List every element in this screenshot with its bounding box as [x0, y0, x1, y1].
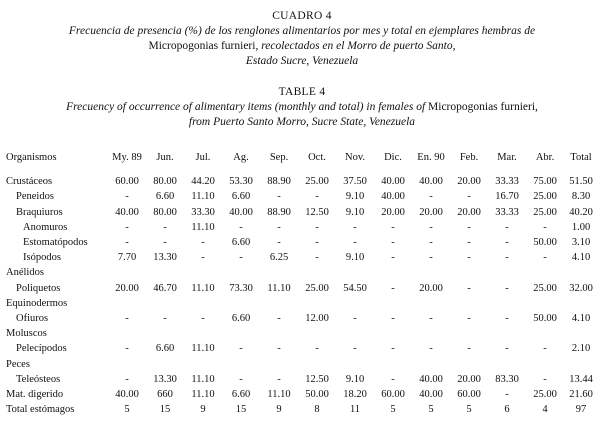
table-cell: 75.00 [533, 176, 557, 188]
table-cell: - [239, 343, 243, 355]
table-cell: - [391, 343, 395, 355]
table-cell [374, 326, 412, 341]
table-cell [108, 326, 146, 341]
table-cell: 5 [390, 404, 396, 416]
table-cell: 20.00 [457, 373, 481, 385]
table-cell: 18.20 [343, 389, 367, 401]
column-header: Nov. [344, 152, 366, 163]
caption-line2-es [0, 39, 604, 54]
table-cell [564, 326, 598, 341]
table-cell [374, 357, 412, 372]
table-cell [146, 265, 184, 280]
table-cell: - [277, 343, 281, 355]
table-cell: 33.30 [191, 206, 215, 218]
table-cell [336, 326, 374, 341]
table-cell: - [505, 237, 509, 249]
column-header: Mar. [497, 152, 517, 163]
table-cell: 11.10 [267, 282, 291, 294]
table-cell: 20.00 [419, 206, 443, 218]
table-cell: - [125, 313, 129, 325]
table-cell: 40.00 [419, 373, 443, 385]
table-cell [260, 326, 298, 341]
caption-line2-en: from Puerto Santo Morro, Sucre State, Venezuela [188, 116, 416, 128]
table-cell: 5 [124, 404, 130, 416]
column-header: Dic. [384, 152, 402, 163]
table-cell [222, 326, 260, 341]
table-cell: 50.00 [305, 389, 329, 401]
table-cell: 20.00 [419, 282, 443, 294]
table-cell: - [353, 313, 357, 325]
column-header: Jul. [195, 152, 211, 163]
table-cell: 20.00 [115, 282, 139, 294]
table-cell: 25.00 [533, 191, 557, 203]
table-cell [526, 296, 564, 311]
table-cell: - [467, 221, 471, 233]
table-cell: 12.50 [305, 206, 329, 218]
table-cell [336, 296, 374, 311]
table-cell: 40.00 [381, 176, 405, 188]
caption-spanish [0, 9, 604, 69]
table-cell: 9.10 [345, 191, 365, 203]
table-cell: 4 [542, 404, 548, 416]
table-cell [564, 265, 598, 280]
caption-english [0, 85, 604, 130]
table-cell: 20.00 [457, 176, 481, 188]
table-cell: - [391, 252, 395, 264]
table-cell [412, 326, 450, 341]
table-cell: 46.70 [153, 282, 177, 294]
table-cell [336, 265, 374, 280]
table-cell [222, 357, 260, 372]
table-cell [260, 357, 298, 372]
table-cell [336, 357, 374, 372]
table-cell: 40.00 [115, 389, 139, 401]
table-cell: 88.90 [267, 206, 291, 218]
table-row [6, 265, 598, 280]
table-cell: - [201, 252, 205, 264]
table-cell [298, 265, 336, 280]
caption-line1-pre-en: Frecuency of occurrence of alimentary items (monthly and total) in females of [66, 101, 429, 113]
table-cell: 6.25 [269, 252, 289, 264]
table-cell: 83.30 [495, 373, 519, 385]
column-header: Sep. [269, 152, 289, 163]
table-cell: 50.00 [533, 313, 557, 325]
table-cell [184, 357, 222, 372]
table-cell: 660 [157, 389, 173, 401]
table-cell: 4.10 [571, 313, 591, 325]
column-header: Total [570, 152, 592, 163]
table-cell [260, 265, 298, 280]
row-label: Ofiuros [16, 313, 49, 325]
table-cell: 6.60 [231, 237, 251, 249]
table-cell: - [353, 343, 357, 355]
row-label: Crustáceos [6, 176, 53, 188]
table-cell: 8 [314, 404, 320, 416]
caption-line1-es: Frecuencia de presencia (%) de los renglones alimentarios por mes y total en ejemplares hembras de [68, 25, 536, 37]
table-cell: 25.00 [305, 176, 329, 188]
table-cell: 40.20 [569, 206, 593, 218]
table-cell: - [125, 237, 129, 249]
table-row [6, 296, 598, 311]
caption-line1-en [0, 100, 604, 115]
row-label: Poliquetos [16, 282, 61, 294]
table-cell: 9 [200, 404, 206, 416]
table-cell: - [315, 343, 319, 355]
table-cell: 11.10 [191, 282, 215, 294]
table-cell: 5 [466, 404, 472, 416]
table-row [6, 281, 598, 296]
table-cell: - [239, 252, 243, 264]
table-cell [108, 265, 146, 280]
table-cell [488, 357, 526, 372]
table-cell [450, 265, 488, 280]
table-cell [298, 326, 336, 341]
table-cell: 9.10 [345, 373, 365, 385]
column-header: Abr. [535, 152, 555, 163]
table-cell: - [505, 389, 509, 401]
table-cell [222, 296, 260, 311]
spacer-row [6, 165, 598, 174]
table-cell: - [315, 252, 319, 264]
table-cell: - [467, 252, 471, 264]
table-cell: - [125, 191, 129, 203]
table-cell: 15 [235, 404, 247, 416]
table-cell: 6.60 [231, 191, 251, 203]
table-row [6, 311, 598, 326]
row-label: Moluscos [6, 328, 47, 340]
table-cell: 4.10 [571, 252, 591, 264]
table-cell [298, 296, 336, 311]
table-cell: 33.33 [495, 176, 519, 188]
table-cell [412, 265, 450, 280]
table-cell: - [163, 237, 167, 249]
table-cell: - [391, 282, 395, 294]
table-cell: 40.00 [229, 206, 253, 218]
table-body [6, 165, 598, 417]
table-cell: - [543, 343, 547, 355]
data-table [6, 150, 598, 417]
table-cell: - [163, 313, 167, 325]
table-cell [526, 265, 564, 280]
table-cell [526, 326, 564, 341]
table-cell: - [467, 343, 471, 355]
table-cell: - [543, 252, 547, 264]
table-cell: 53.30 [229, 176, 253, 188]
table-cell: 73.30 [229, 282, 253, 294]
table-cell: 80.00 [153, 206, 177, 218]
table-cell [298, 357, 336, 372]
row-label: Peces [6, 358, 30, 370]
table-cell: 3.10 [571, 237, 591, 249]
table-cell: - [201, 313, 205, 325]
table-cell [260, 296, 298, 311]
table-row [6, 357, 598, 372]
row-label: Equinodermos [6, 297, 68, 309]
table-cell: - [467, 237, 471, 249]
table-cell: - [505, 252, 509, 264]
table-cell [412, 296, 450, 311]
table-row [6, 387, 598, 402]
table-cell: - [429, 343, 433, 355]
table-row [6, 326, 598, 341]
table-cell: 13.30 [153, 252, 177, 264]
table-cell: 11.10 [191, 389, 215, 401]
table-cell: 60.00 [381, 389, 405, 401]
table-cell: 2.10 [571, 343, 591, 355]
table-cell: 8.30 [571, 191, 591, 203]
table-cell [412, 357, 450, 372]
table-cell: 11.10 [191, 343, 215, 355]
table-cell: 11.10 [191, 373, 215, 385]
table-cell: - [163, 221, 167, 233]
table-cell: 9.10 [345, 206, 365, 218]
table-cell: 11.10 [267, 389, 291, 401]
table-cell: - [429, 237, 433, 249]
row-label: Teleósteos [16, 373, 61, 385]
table-cell [108, 357, 146, 372]
table-cell: 20.00 [457, 206, 481, 218]
caption-line3-es: Estado Sucre, Venezuela [245, 55, 359, 67]
table-row [6, 189, 598, 204]
table-cell: - [315, 237, 319, 249]
table-cell: - [543, 373, 547, 385]
table-cell: 80.00 [153, 176, 177, 188]
table-cell: - [429, 313, 433, 325]
table-cell: 21.60 [569, 389, 593, 401]
table-cell: 13.30 [153, 373, 177, 385]
row-label: Anélidos [6, 267, 44, 279]
table-cell [488, 265, 526, 280]
row-label: Total estómagos [6, 404, 75, 416]
table-cell: - [391, 313, 395, 325]
table-cell [146, 326, 184, 341]
caption-line2-rest-es: , recolectados en el Morro de puerto Santo, [255, 40, 456, 52]
table-row [6, 174, 598, 189]
table-cell: 16.70 [495, 191, 519, 203]
table-cell [374, 265, 412, 280]
table-cell: 6 [504, 404, 510, 416]
table-cell: - [201, 237, 205, 249]
table-cell: - [467, 313, 471, 325]
table-cell: 88.90 [267, 176, 291, 188]
table-cell: - [505, 282, 509, 294]
row-label: Isópodos [23, 252, 61, 264]
table-cell: 25.00 [533, 389, 557, 401]
table-cell: 33.33 [495, 206, 519, 218]
column-header: Oct. [308, 152, 326, 163]
table-cell: 51.50 [569, 176, 593, 188]
table-cell: 25.00 [533, 206, 557, 218]
column-header: Ag. [233, 152, 249, 163]
table-cell [108, 296, 146, 311]
table-cell: 37.50 [343, 176, 367, 188]
table-cell: - [505, 221, 509, 233]
caption-title-en: TABLE 4 [278, 86, 326, 98]
table-cell: 40.00 [115, 206, 139, 218]
table-cell: 7.70 [117, 252, 137, 264]
table-cell: - [353, 221, 357, 233]
table-cell: 60.00 [115, 176, 139, 188]
table-row [6, 250, 598, 265]
species-name-es: Micropogonias furnieri [148, 40, 256, 52]
table-cell: - [239, 221, 243, 233]
table-cell: - [277, 373, 281, 385]
table-cell: - [391, 221, 395, 233]
table-cell: 44.20 [191, 176, 215, 188]
table-cell: - [353, 237, 357, 249]
table-cell: - [543, 221, 547, 233]
table-cell [184, 265, 222, 280]
table-cell [184, 326, 222, 341]
table-cell: - [429, 252, 433, 264]
table-cell: 6.60 [155, 191, 175, 203]
table-cell [450, 357, 488, 372]
table-cell: - [391, 373, 395, 385]
table-row [6, 372, 598, 387]
table-cell [184, 296, 222, 311]
table-cell: - [239, 373, 243, 385]
table-cell [374, 296, 412, 311]
table-cell: 25.00 [305, 282, 329, 294]
table-cell: - [505, 343, 509, 355]
column-header: Jun. [156, 152, 174, 163]
table-cell: 6.60 [155, 343, 175, 355]
table-cell: - [277, 237, 281, 249]
table-cell: 40.00 [419, 176, 443, 188]
table-cell: - [125, 343, 129, 355]
table-cell: 40.00 [419, 389, 443, 401]
caption-title-es: CUADRO 4 [272, 10, 332, 22]
table-cell: - [277, 221, 281, 233]
table-cell: - [429, 191, 433, 203]
table-cell: 97 [575, 404, 587, 416]
table-cell: 9 [276, 404, 282, 416]
table-cell: 6.60 [231, 389, 251, 401]
column-header: En. 90 [417, 152, 445, 163]
table-cell: 1.00 [571, 221, 591, 233]
table-cell: - [125, 373, 129, 385]
table-cell: 25.00 [533, 282, 557, 294]
table-cell: - [467, 191, 471, 203]
column-header: Feb. [459, 152, 479, 163]
row-label: Anomuros [23, 221, 68, 233]
table-cell: 50.00 [533, 237, 557, 249]
table-cell: 12.50 [305, 373, 329, 385]
table-cell [564, 357, 598, 372]
table-cell: 11 [349, 404, 361, 416]
table-cell: 11.10 [191, 221, 215, 233]
table-cell: 20.00 [381, 206, 405, 218]
row-label: Estomatópodos [23, 237, 88, 249]
table-cell: - [277, 191, 281, 203]
table-cell [488, 296, 526, 311]
table-cell [488, 326, 526, 341]
table-cell: 32.00 [569, 282, 593, 294]
row-label: Mat. digerido [6, 389, 64, 401]
table-cell: - [315, 191, 319, 203]
table-cell [450, 326, 488, 341]
table-cell: 6.60 [231, 313, 251, 325]
table-cell: 13.44 [569, 373, 593, 385]
table-cell: 12.00 [305, 313, 329, 325]
table-cell [146, 357, 184, 372]
table-cell: - [277, 313, 281, 325]
row-label: Braquiuros [16, 206, 63, 218]
table-cell: - [429, 221, 433, 233]
row-label: Peneidos [16, 191, 54, 203]
header-organismos: Organismos [6, 152, 57, 163]
table-cell: - [315, 221, 319, 233]
table-cell: 40.00 [381, 191, 405, 203]
table-cell: - [391, 237, 395, 249]
table-row [6, 205, 598, 220]
table-row [6, 220, 598, 235]
species-name-en: Micropogonias furnieri, [428, 101, 538, 113]
table-cell [450, 296, 488, 311]
row-label: Pelecípodos [16, 343, 67, 355]
table-row [6, 235, 598, 250]
table-cell: - [505, 313, 509, 325]
table-row [6, 341, 598, 356]
table-cell [222, 265, 260, 280]
column-header: My. 89 [112, 152, 142, 163]
table-cell: 9.10 [345, 252, 365, 264]
table-cell: 5 [428, 404, 434, 416]
table-cell: 11.10 [191, 191, 215, 203]
table-row [6, 402, 598, 417]
table-cell: - [467, 282, 471, 294]
table-cell: 60.00 [457, 389, 481, 401]
table-cell [146, 296, 184, 311]
table-cell: 54.50 [343, 282, 367, 294]
table-cell [526, 357, 564, 372]
table-cell [564, 296, 598, 311]
header-row [6, 150, 598, 165]
table-cell: 15 [159, 404, 171, 416]
table-cell: - [125, 221, 129, 233]
